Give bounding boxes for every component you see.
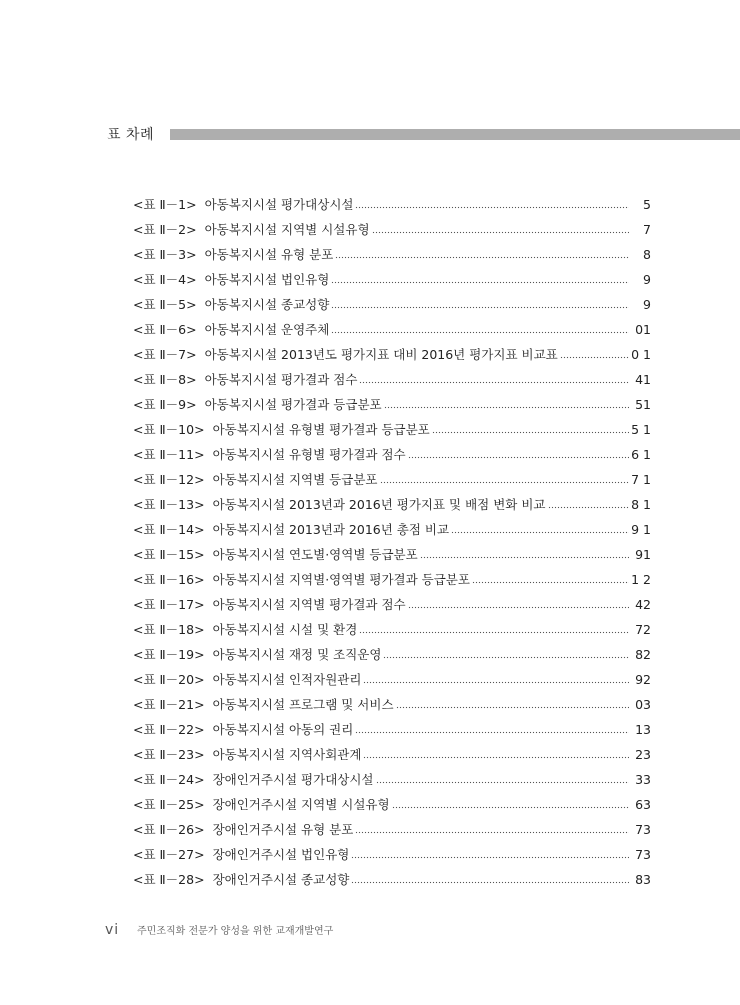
toc-dot-leader (355, 731, 629, 734)
toc-entry[interactable] (133, 542, 651, 567)
toc-entry[interactable] (133, 717, 651, 742)
toc-entry[interactable] (133, 642, 651, 667)
toc-entry[interactable] (133, 842, 651, 867)
toc-dot-leader (331, 331, 629, 334)
toc-entry-title: 아동복지시설 유형별 평가결과 등급분포 (212, 421, 430, 437)
toc-entry-page: 72 (635, 621, 651, 637)
toc-entry-title: 장애인거주시설 평가대상시설 (212, 771, 374, 787)
toc-entry-tag: <표 Ⅱ－15> (133, 546, 205, 562)
footer-page-number: vi (105, 922, 120, 938)
toc-entry[interactable] (133, 342, 651, 367)
toc-entry-tag: <표 Ⅱ－16> (133, 571, 205, 587)
toc-entry-page: 13 (635, 721, 651, 737)
toc-entry-tag: <표 Ⅱ－20> (133, 671, 205, 687)
toc-entry-page: 33 (635, 771, 651, 787)
toc-entry-tag: <표 Ⅱ－13> (133, 496, 205, 512)
toc-dot-leader (335, 256, 629, 259)
toc-entry[interactable] (133, 867, 651, 892)
toc-entry[interactable] (133, 217, 651, 242)
toc-entry-tag: <표 Ⅱ－12> (133, 471, 205, 487)
toc-entry-title: 아동복지시설 시설 및 환경 (212, 621, 358, 637)
toc-entry-title: 장애인거주시설 종교성향 (212, 871, 350, 887)
toc-entry-title: 아동복지시설 평가대상시설 (204, 196, 354, 212)
toc-entry-page: 23 (635, 746, 651, 762)
toc-entry-tag: <표 Ⅱ－2> (133, 221, 197, 237)
toc-entry-page: 73 (635, 821, 651, 837)
toc-entry[interactable] (133, 442, 651, 467)
toc-entry-page: 8 1 (631, 496, 651, 512)
toc-entry-page: 9 (643, 296, 651, 312)
toc-entry-page: 42 (635, 596, 651, 612)
toc-entry[interactable] (133, 667, 651, 692)
toc-entry-tag: <표 Ⅱ－25> (133, 796, 205, 812)
toc-entry-page: 91 (635, 546, 651, 562)
toc-entry-page: 82 (635, 646, 651, 662)
toc-entry-tag: <표 Ⅱ－5> (133, 296, 197, 312)
toc-entry[interactable] (133, 267, 651, 292)
section-header (107, 126, 740, 146)
footer-running-title: 주민조직화 전문가 양성을 위한 교재개발연구 (137, 926, 334, 937)
toc-entry-tag: <표 Ⅱ－3> (133, 246, 197, 262)
toc-entry-tag: <표 Ⅱ－28> (133, 871, 205, 887)
toc-entry-tag: <표 Ⅱ－18> (133, 621, 205, 637)
toc-entry[interactable] (133, 692, 651, 717)
toc-entry-page: 5 1 (631, 421, 651, 437)
section-title: 표 차례 (107, 127, 155, 143)
toc-dot-leader (331, 281, 629, 284)
toc-entry-title: 장애인거주시설 법인유형 (212, 846, 350, 862)
toc-entry-page: 01 (635, 321, 651, 337)
toc-entry-title: 아동복지시설 지역별 평가결과 점수 (212, 596, 406, 612)
toc-entry-title: 아동복지시설 평가결과 등급분포 (204, 396, 382, 412)
toc-entry[interactable] (133, 492, 651, 517)
toc-entry-page: 51 (635, 396, 651, 412)
toc-entry[interactable] (133, 392, 651, 417)
toc-entry[interactable] (133, 617, 651, 642)
toc-dot-leader (451, 531, 629, 534)
toc-entry-title: 장애인거주시설 유형 분포 (212, 821, 354, 837)
toc-entry-tag: <표 Ⅱ－14> (133, 521, 205, 537)
toc-entry-page: 7 (643, 221, 651, 237)
toc-entry-tag: <표 Ⅱ－24> (133, 771, 205, 787)
toc-entry[interactable] (133, 292, 651, 317)
toc-dot-leader (331, 306, 629, 309)
toc-entry-page: 41 (635, 371, 651, 387)
toc-entry-tag: <표 Ⅱ－26> (133, 821, 205, 837)
toc-entry-tag: <표 Ⅱ－1> (133, 196, 197, 212)
toc-dot-leader (392, 806, 629, 809)
toc-entry-title: 아동복지시설 운영주체 (204, 321, 330, 337)
toc-dot-leader (359, 381, 629, 384)
toc-dot-leader (376, 781, 629, 784)
toc-dot-leader (384, 406, 629, 409)
toc-entry-title: 아동복지시설 지역별 시설유형 (204, 221, 370, 237)
toc-entry-tag: <표 Ⅱ－9> (133, 396, 197, 412)
toc-entry[interactable] (133, 517, 651, 542)
toc-dot-leader (548, 506, 629, 509)
toc-entry-page: 5 (643, 196, 651, 212)
toc-entry-tag: <표 Ⅱ－7> (133, 346, 197, 362)
toc-entry-title: 아동복지시설 법인유형 (204, 271, 330, 287)
toc-entry[interactable] (133, 317, 651, 342)
toc-dot-leader (372, 231, 629, 234)
toc-dot-leader (355, 831, 629, 834)
toc-entry[interactable] (133, 192, 651, 217)
toc-entry[interactable] (133, 567, 651, 592)
toc-entry-tag: <표 Ⅱ－4> (133, 271, 197, 287)
toc-entry-title: 아동복지시설 지역사회관계 (212, 746, 362, 762)
table-of-contents (133, 192, 651, 892)
toc-entry-title: 아동복지시설 인적자원관리 (212, 671, 362, 687)
toc-entry-tag: <표 Ⅱ－21> (133, 696, 205, 712)
toc-dot-leader (383, 656, 629, 659)
toc-entry-title: 아동복지시설 종교성향 (204, 296, 330, 312)
toc-entry-tag: <표 Ⅱ－8> (133, 371, 197, 387)
toc-entry[interactable] (133, 742, 651, 767)
toc-entry-title: 아동복지시설 연도별·영역별 등급분포 (212, 546, 418, 562)
toc-dot-leader (560, 356, 629, 359)
toc-entry[interactable] (133, 792, 651, 817)
toc-entry-page: 9 (643, 271, 651, 287)
toc-entry-tag: <표 Ⅱ－10> (133, 421, 205, 437)
toc-dot-leader (420, 556, 629, 559)
toc-entry-tag: <표 Ⅱ－23> (133, 746, 205, 762)
toc-entry[interactable] (133, 242, 651, 267)
header-rule (170, 129, 740, 140)
toc-entry-title: 아동복지시설 평가결과 점수 (204, 371, 358, 387)
toc-entry-title: 아동복지시설 아동의 권리 (212, 721, 354, 737)
toc-entry-title: 아동복지시설 2013년과 2016년 총점 비교 (212, 521, 450, 537)
toc-dot-leader (359, 631, 629, 634)
toc-dot-leader (408, 606, 629, 609)
toc-entry-title: 아동복지시설 유형 분포 (204, 246, 334, 262)
toc-entry-page: 6 1 (631, 446, 651, 462)
toc-dot-leader (396, 706, 629, 709)
toc-entry-tag: <표 Ⅱ－6> (133, 321, 197, 337)
toc-entry[interactable] (133, 817, 651, 842)
toc-entry-title: 아동복지시설 프로그램 및 서비스 (212, 696, 394, 712)
toc-entry-page: 8 (643, 246, 651, 262)
toc-entry[interactable] (133, 417, 651, 442)
toc-entry-title: 아동복지시설 재정 및 조직운영 (212, 646, 382, 662)
toc-dot-leader (432, 431, 629, 434)
toc-entry-page: 0 1 (631, 346, 651, 362)
toc-dot-leader (408, 456, 629, 459)
toc-entry-page: 83 (635, 871, 651, 887)
toc-entry-tag: <표 Ⅱ－17> (133, 596, 205, 612)
toc-entry-page: 7 1 (631, 471, 651, 487)
toc-dot-leader (363, 681, 629, 684)
toc-entry-page: 9 1 (631, 521, 651, 537)
toc-entry-page: 63 (635, 796, 651, 812)
page-footer (105, 922, 333, 938)
toc-entry-title: 아동복지시설 유형별 평가결과 점수 (212, 446, 406, 462)
toc-dot-leader (351, 881, 629, 884)
toc-entry-page: 03 (635, 696, 651, 712)
toc-dot-leader (355, 206, 629, 209)
toc-entry[interactable] (133, 767, 651, 792)
toc-dot-leader (363, 756, 629, 759)
toc-entry-title: 아동복지시설 2013년과 2016년 평가지표 및 배점 변화 비교 (212, 496, 546, 512)
toc-entry-title: 아동복지시설 지역별·영역별 평가결과 등급분포 (212, 571, 470, 587)
toc-entry-tag: <표 Ⅱ－27> (133, 846, 205, 862)
toc-entry[interactable] (133, 592, 651, 617)
toc-entry-tag: <표 Ⅱ－11> (133, 446, 205, 462)
toc-entry-title: 아동복지시설 2013년도 평가지표 대비 2016년 평가지표 비교표 (204, 346, 558, 362)
toc-entry-tag: <표 Ⅱ－22> (133, 721, 205, 737)
toc-entry-title: 아동복지시설 지역별 등급분포 (212, 471, 378, 487)
toc-entry[interactable] (133, 467, 651, 492)
toc-dot-leader (472, 581, 629, 584)
toc-entry-page: 1 2 (631, 571, 651, 587)
toc-entry-tag: <표 Ⅱ－19> (133, 646, 205, 662)
toc-entry-page: 92 (635, 671, 651, 687)
toc-dot-leader (351, 856, 629, 859)
toc-dot-leader (380, 481, 630, 484)
toc-entry[interactable] (133, 367, 651, 392)
toc-entry-title: 장애인거주시설 지역별 시설유형 (212, 796, 390, 812)
toc-entry-page: 73 (635, 846, 651, 862)
